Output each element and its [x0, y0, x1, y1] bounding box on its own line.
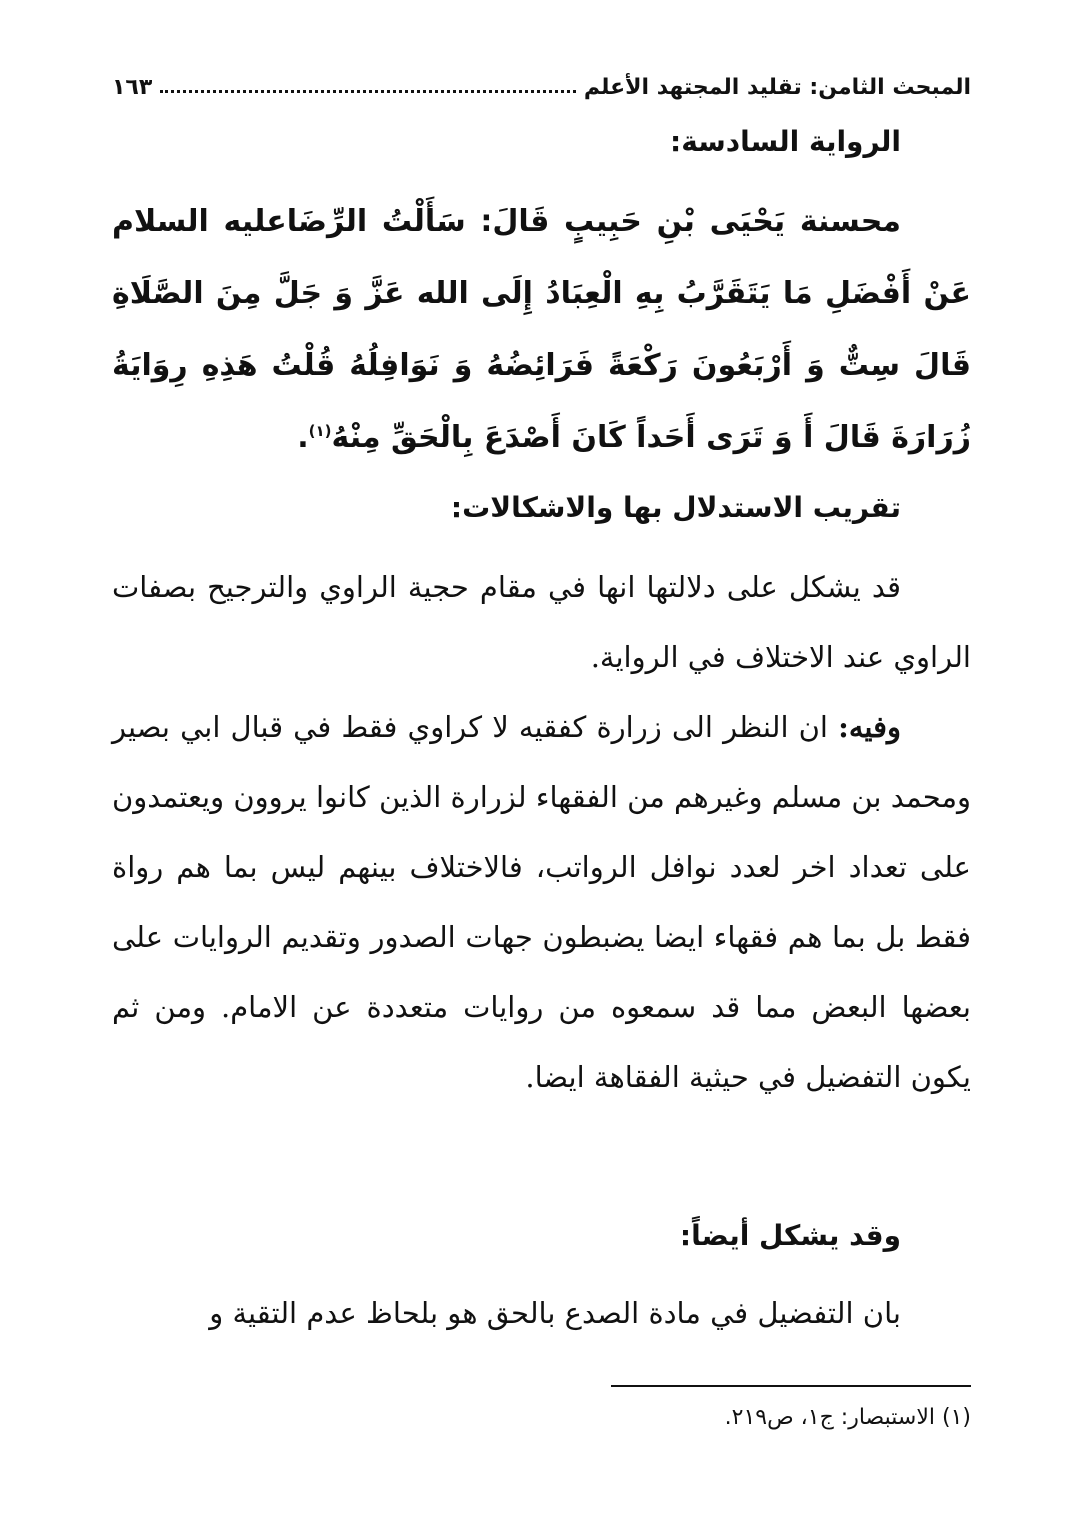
section-heading-narration-six: الرواية السادسة:	[670, 125, 901, 158]
paragraph-response-lead: وفيه:	[838, 710, 901, 744]
footnote-separator	[611, 1385, 971, 1387]
page-number: ١٦٣	[112, 75, 153, 100]
running-title: المبحث الثامن: تقليد المجتهد الأعلم	[583, 75, 971, 100]
footnote: (١) الاستبصار: ج١، ص٢١٩.	[724, 1405, 971, 1430]
footnote-reference: (١)	[308, 422, 332, 440]
paragraph-response-body: ان النظر الى زرارة كفقيه لا كراوي فقط في قبال ابي بصير ومحمد بن مسلم وغيرهم من الفقهاء لزرارة الذين كانوا يروون ويعتمدون على تعداد اخر لعدد نوافل الرواتب، فالاختلاف بينهم ليس بما هم رواة فقط بل بما هم فقهاء ايضا يضبطون جهات الصدور وتقديم الروايات على بعضها البعض مما قد سمعوه من روايات متعددة عن الامام. ومن ثم يكون التفضيل في حيثية الفقاهة ايضا.	[112, 710, 971, 1094]
hadith-end: .	[297, 420, 309, 455]
paragraph-response	[112, 692, 971, 1112]
paragraph-continuation: بان التفضيل في مادة الصدع بالحق هو بلحاظ عدم التقية و	[209, 1296, 901, 1330]
hadith-text	[112, 186, 971, 474]
hadith-grade: محسنة	[799, 204, 901, 239]
section-heading-argument: تقريب الاستدلال بها والاشكالات:	[450, 491, 901, 524]
page-header	[112, 56, 971, 100]
paragraph-objection: قد يشكل على دلالتها انها في مقام حجية الراوي والترجيح بصفات الراوي عند الاختلاف في الرواية.	[112, 570, 971, 674]
hadith-body: يَحْيَى بْنِ حَبِيبٍ قَالَ: سَأَلْتُ الرِّضَاعليه السلام عَنْ أَفْضَلِ مَا يَتَقَرَّبُ بِهِ الْعِبَادُ إِلَى الله عَزَّ وَ جَلَّ مِنَ الصَّلَاةِ قَالَ سِتٌّ وَ أَرْبَعُونَ رَكْعَةً فَرَائِضُهُ وَ نَوَافِلُهُ قُلْتُ هَذِهِ رِوَايَةُ زُرَارَةَ قَالَ أَ وَ تَرَى أَحَداً كَانَ أَصْدَعَ بِالْحَقِّ مِنْهُ	[112, 204, 971, 455]
header-dot-leader	[160, 90, 576, 93]
section-heading-another-objection: وقد يشكل أيضاً:	[679, 1219, 901, 1252]
